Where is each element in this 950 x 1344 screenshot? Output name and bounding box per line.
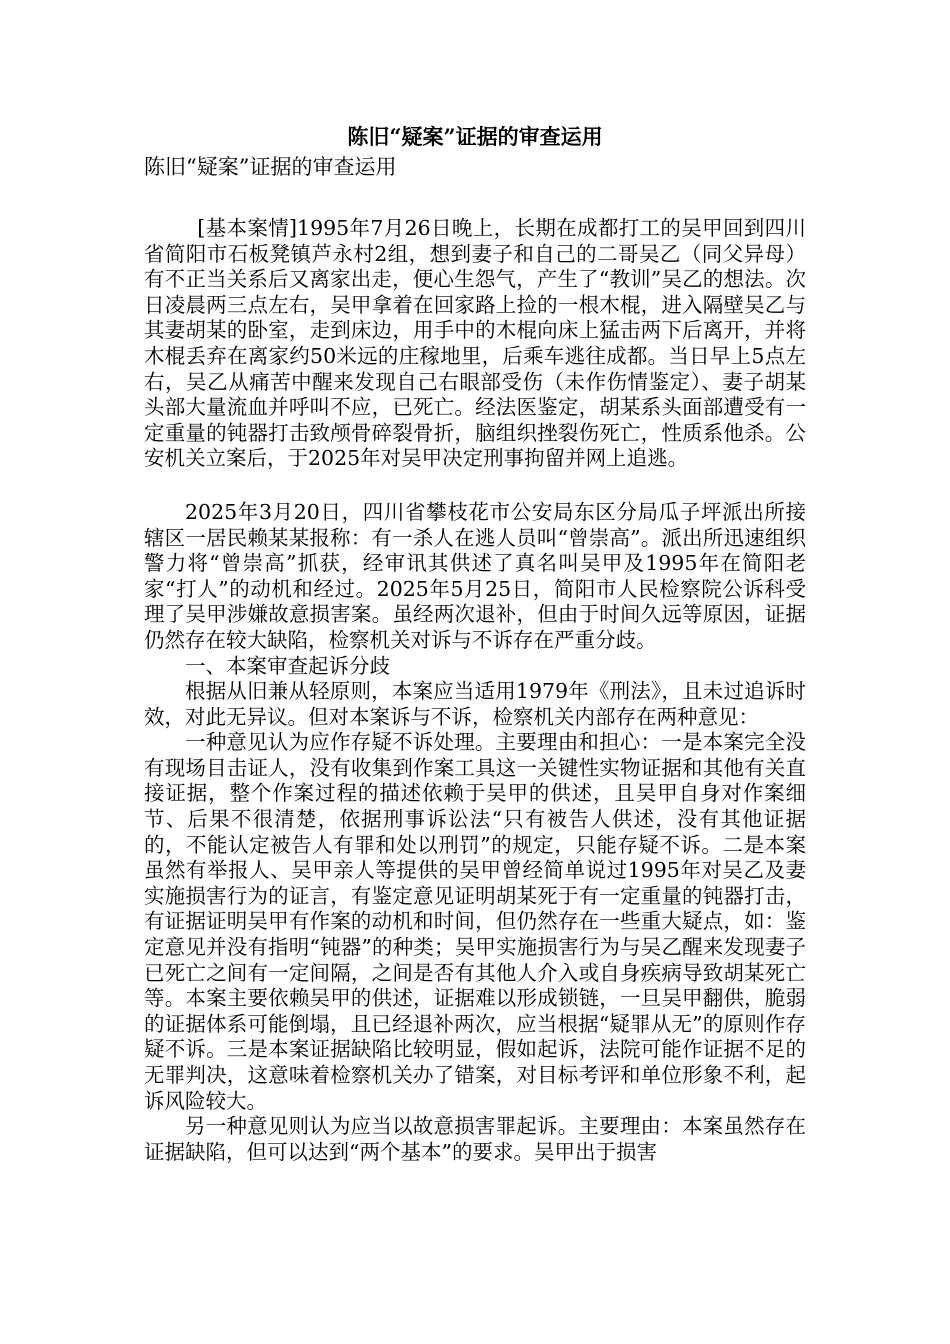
document-page (144, 122, 806, 1165)
section-heading: 一、本案审查起诉分歧 (185, 653, 390, 678)
document-subtitle: 陈旧“疑案”证据的审查运用 (144, 155, 397, 179)
document-title: 陈旧“疑案”证据的审查运用 (347, 124, 603, 149)
opinion-two-paragraph: 另一种意见则认为应当以故意损害罪起诉。主要理由：本案虽然存在证据缺陷，但可以达到“两个基本”的要求。吴甲出于损害 (144, 1114, 806, 1164)
spacer (144, 472, 806, 500)
law-paragraph: 根据从旧兼从轻原则，本案应当适用1979年《刑法》，且未过追诉时效，对此无异议。但对本案诉与不诉，检察机关内部存在两种意见： (144, 679, 806, 729)
opinion-one-paragraph: 一种意见认为应作存疑不诉处理。主要理由和担心：一是本案完全没有现场目击证人，没有收集到作案工具这一关键性实物证据和其他有关直接证据，整个作案过程的描述依赖于吴甲的供述，且吴甲自身对作案细节、后果不很清楚，依据刑事诉讼法“只有被告人供述，没有其他证据的，不能认定被告人有罪和处以刑罚”的规定，只能存疑不诉。二是本案虽然有举报人、吴甲亲人等提供的吴甲曾经简单说过1995年对吴乙及妻实施损害行为的证言，有鉴定意见证明胡某死于有一定重量的钝器打击，有证据证明吴甲有作案的动机和时间，但仍然存在一些重大疑点，如：鉴定意见并没有指明“钝器”的种类；吴甲实施损害行为与吴乙醒来发现妻子已死亡之间有一定间隔，之间是否有其他人介入或自身疾病导致胡某死亡等。本案主要依赖吴甲的供述，证据难以形成锁链，一旦吴甲翻供，脆弱的证据体系可能倒塌，且已经退补两次，应当根据“疑罪从无”的原则作存疑不诉。三是本案证据缺陷比较明显，假如起诉，法院可能作证据不足的无罪判决，这意味着检察机关办了错案，对目标考评和单位形象不利，起诉风险较大。 (144, 730, 806, 1113)
case-facts-paragraph: [基本案情]1995年7月26日晚上，长期在成都打工的吴甲回到四川省简阳市石板凳镇芦永村2组，想到妻子和自己的二哥吴乙（同父异母）有不正当关系后又离家出走，便心生怨气，产生了“教训”吴乙的想法。次日凌晨两三点左右，吴甲拿着在回家路上捡的一根木棍，进入隔壁吴乙与其妻胡某的卧室，走到床边，用手中的木棍向床上猛击两下后离开，并将木棍丢弃在离家约50米远的庄稼地里，后乘车逃往成都。当日早上5点左右，吴乙从痛苦中醒来发现自己右眼部受伤（未作伤情鉴定）、妻子胡某头部大量流血并呼叫不应，已死亡。经法医鉴定，胡某系头面部遭受有一定重量的钝器打击致颅骨碎裂骨折，脑组织挫裂伤死亡，性质系他杀。公安机关立案后，于2025年对吴甲决定刑事拘留并网上追逃。 (144, 216, 806, 471)
spacer (144, 182, 806, 216)
arrest-paragraph: 2025年3月20日，四川省攀枝花市公安局东区分局瓜子坪派出所接辖区一居民赖某某报称：有一杀人在逃人员叫“曾崇高”。派出所迅速组织警力将“曾崇高”抓获，经审讯其供述了真名叫吴甲及1995年在简阳老家“打人”的动机和经过。2025年5月25日，简阳市人民检察院公诉科受理了吴甲涉嫌故意损害案。虽经两次退补，但由于时间久远等原因，证据仍然存在较大缺陷，检察机关对诉与不诉存在严重分歧。 (144, 499, 806, 652)
